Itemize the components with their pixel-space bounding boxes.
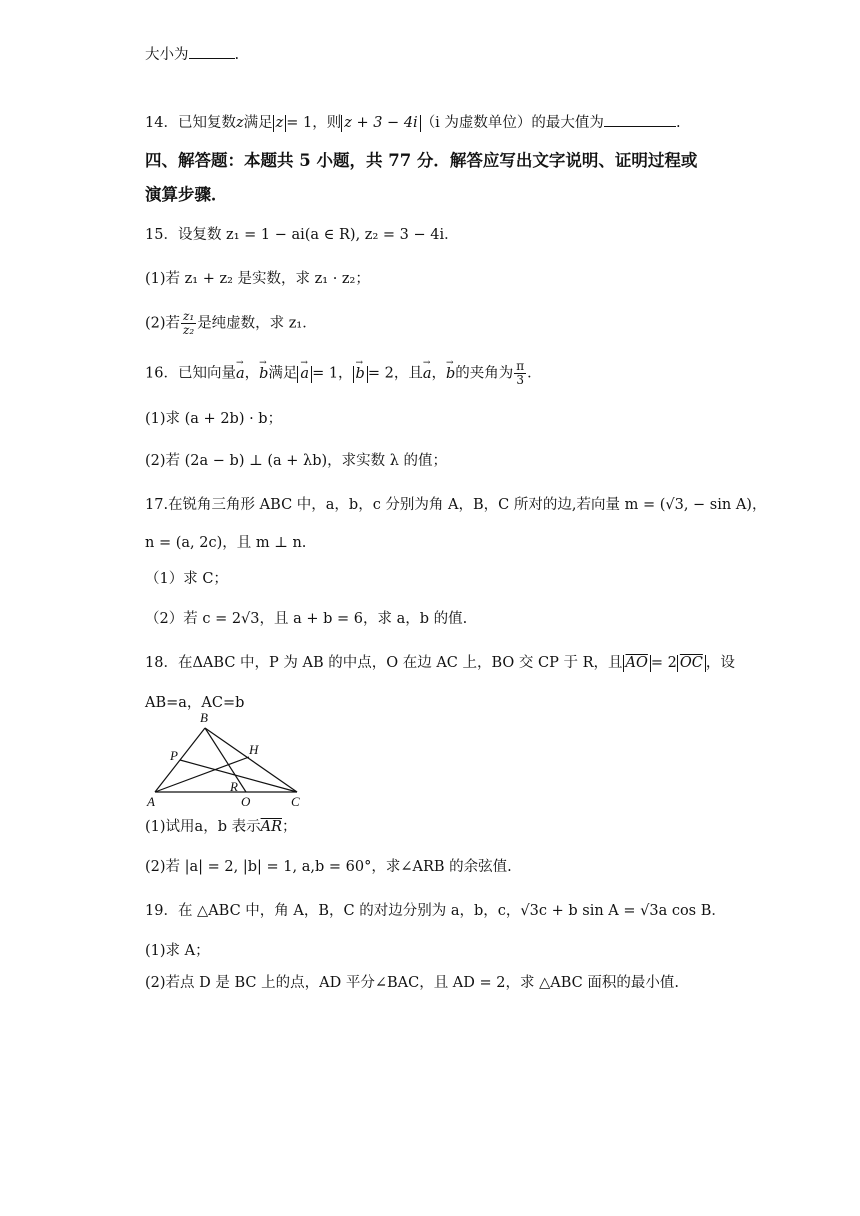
label-b: B (200, 712, 208, 725)
q13-tail-text: 大小为 (145, 47, 189, 63)
question-18-part1: (1)试用a，b 表示$\overline{AR}$； (145, 819, 297, 835)
question-18-line1: 18．在ΔABC 中，P 为 AB 的中点，O 在边 AC 上，BO 交 CP 于 R，且 $\overline{AO} = 2$ $\overline{OC}$ ，设 (145, 655, 735, 671)
label-r: R (230, 779, 238, 794)
label-h: H (249, 742, 259, 757)
question-15-part1: (1)若 z₁ + z₂ 是实数，求 z₁ · z₂； (145, 271, 370, 287)
question-15-stem: 15．设复数 z₁ = 1 − ai(a ∈ R), z₂ = 3 − 4i． (145, 227, 459, 243)
label-p: P (170, 748, 178, 763)
question-19-part1: (1)求 A； (145, 943, 210, 959)
answer-blank[interactable] (604, 112, 676, 127)
question-18-part2: (2)若 |a| = 2, |b| = 1, a,b = 60°，求∠ARB 的余弦值. (145, 859, 512, 875)
question-16-part1: (1)求 (a + 2b) · b； (145, 411, 283, 427)
question-16-part2: (2)若 (2a − b) ⊥ (a + λb)，求实数 λ 的值； (145, 453, 448, 469)
question-16-stem: 16．已知向量→ a，→ b满足 → a = 1， → b = 2，且→ a，→ b的夹角为 $\frac{\pi}{3}$ ． (145, 360, 542, 387)
question-17-line1: 17.在锐角三角形 ABC 中，a，b，c 分别为角 A，B，C 所对的边,若向量 m = (√3, − sin A)， (145, 497, 767, 513)
section-heading-line1: 四、解答题：本题共 5 小题，共 77 分．解答应写出文字说明、证明过程或 (145, 151, 698, 170)
question-15-part2: (2)若 $\frac{\text{z₁}}{\text{z₂}}$ 是纯虚数，求 z₁． (145, 309, 317, 337)
q13-tail: 大小为 . (145, 44, 239, 66)
question-17-part1: （1）求 C； (145, 571, 228, 587)
label-c: C (291, 794, 300, 808)
triangle-figure (145, 712, 315, 808)
answer-blank[interactable] (189, 44, 235, 59)
question-17-part2: （2）若 c = 2√3，且 a + b = 6，求 a，b 的值. (145, 611, 468, 627)
question-17-line2: n = (a, 2c)，且 m ⊥ n. (145, 535, 307, 551)
label-o: O (241, 794, 251, 808)
question-14: 14．已知复数z满足 z = 1，则 z + 3 − 4i （i 为虚数单位）的最大值为 . (145, 112, 681, 134)
fraction: $\frac{\text{z₁}}{\text{z₂}}$ (183, 309, 195, 337)
label-a: A (147, 794, 155, 808)
question-19-stem: 19．在 △ABC 中，角 A，B，C 的对边分别为 a，b，c，√3c + b sin A = √3a cos B． (145, 903, 726, 919)
side-bc (205, 728, 297, 792)
fraction: $\frac{\pi}{3}$ (516, 359, 525, 387)
question-18-line2: AB=a，AC=b (145, 695, 245, 711)
section-heading-line2: 演算步骤． (145, 185, 228, 204)
question-19-part2: (2)若点 D 是 BC 上的点，AD 平分∠BAC，且 AD = 2，求 △ABC 面积的最小值. (145, 975, 679, 991)
